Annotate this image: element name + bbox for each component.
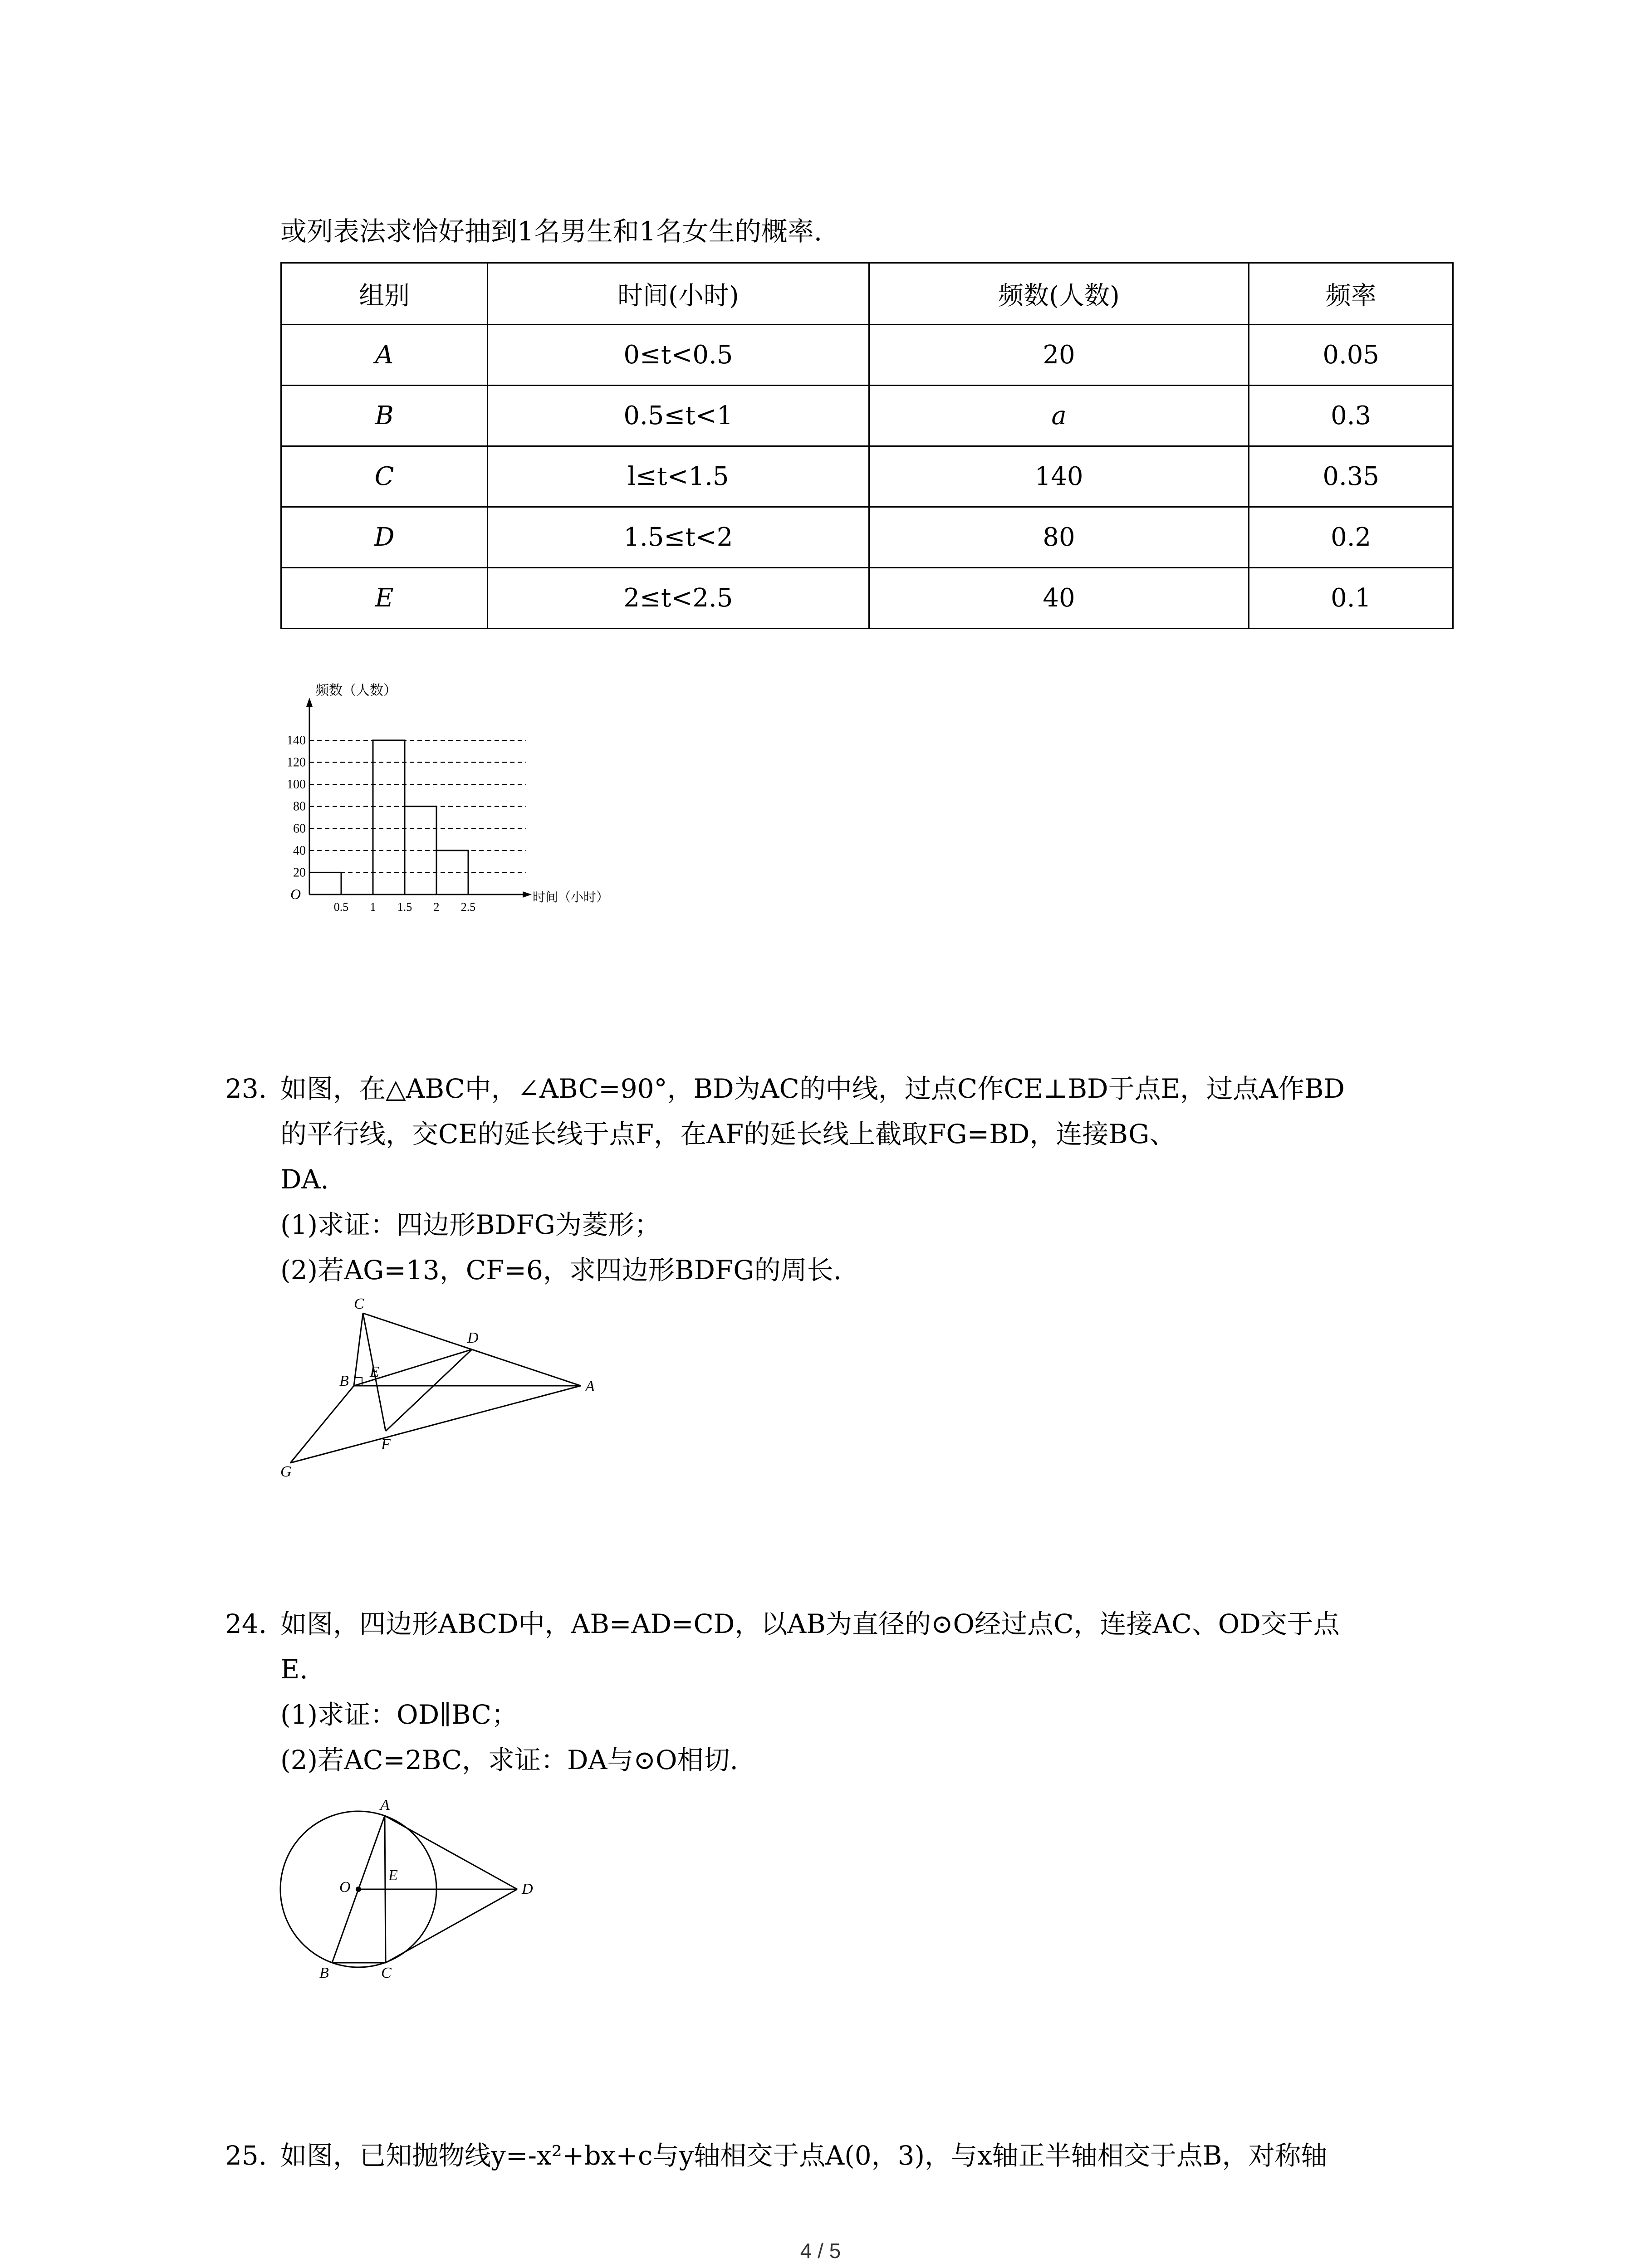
segment-cb — [354, 1313, 363, 1386]
page-number: 4 / 5 — [800, 2239, 841, 2263]
x-axis-label: 时间（小时） — [533, 890, 609, 904]
cell-group: C — [281, 446, 488, 507]
segment-ad — [385, 1816, 517, 1889]
cell-time: l≤t<1.5 — [488, 446, 869, 507]
q23-part1: (1)求证：四边形BDFG为菱形； — [280, 1209, 661, 1240]
q23-line1: 如图，在△ABC中，∠ABC=90°，BD为AC的中线，过点C作CE⊥BD于点E，过点A作BD — [280, 1073, 1345, 1104]
table-row — [281, 507, 1453, 568]
q23-number: 23. — [225, 1073, 267, 1104]
q24-figure — [272, 1785, 563, 1998]
label-b: B — [319, 1965, 329, 1981]
cell-count: a — [869, 386, 1249, 446]
y-tick-label: 100 — [287, 777, 306, 792]
header-group: 组别 — [281, 263, 488, 325]
y-tick-label: 40 — [293, 843, 306, 858]
cell-count: 20 — [869, 325, 1249, 386]
q24-number: 24. — [225, 1608, 267, 1639]
y-tick-label: 120 — [287, 755, 306, 770]
label-a: A — [380, 1797, 390, 1813]
label-e: E — [388, 1867, 398, 1884]
label-g: G — [280, 1463, 292, 1480]
q24-part1: (1)求证：OD∥BC； — [280, 1699, 518, 1730]
frequency-histogram — [272, 676, 635, 921]
label-c: C — [381, 1965, 392, 1981]
cell-group: A — [281, 325, 488, 386]
label-a: A — [585, 1378, 595, 1395]
table-row — [281, 446, 1453, 507]
segment-cd — [386, 1889, 517, 1963]
segment-af — [290, 1386, 581, 1463]
x-tick-label: 2.5 — [460, 900, 476, 914]
label-o: O — [339, 1879, 351, 1896]
x-tick-label: 0.5 — [333, 900, 349, 914]
q24-part2: (2)若AC=2BC，求证：DA与⊙O相切. — [280, 1745, 738, 1775]
cell-time: 2≤t<2.5 — [488, 568, 869, 629]
header-frequency-rate: 频率 — [1249, 263, 1453, 325]
q23-line2: 的平行线，交CE的延长线于点F，在AF的延长线上截取FG=BD，连接BG、 — [280, 1119, 1176, 1149]
label-e: E — [370, 1364, 379, 1380]
cell-group: D — [281, 507, 488, 568]
x-tick-label: 2 — [433, 900, 440, 914]
cell-count: 40 — [869, 568, 1249, 629]
y-tick-label: 60 — [293, 821, 306, 836]
x-tick-label: 1 — [370, 900, 376, 914]
table-header-row — [281, 263, 1453, 325]
q23-part2: (2)若AG=13，CF=6，求四边形BDFG的周长. — [280, 1255, 842, 1286]
origin-label: O — [290, 886, 301, 902]
q24-line2: E. — [280, 1654, 308, 1685]
table-row — [281, 325, 1453, 386]
y-axis-arrow — [306, 698, 313, 707]
cell-time: 0.5≤t<1 — [488, 386, 869, 446]
cell-group: E — [281, 568, 488, 629]
q23-figure — [272, 1295, 608, 1486]
cell-rate: 0.05 — [1249, 325, 1453, 386]
label-d: D — [522, 1881, 533, 1897]
y-tick-label: 80 — [293, 799, 306, 814]
histogram-bar — [373, 740, 405, 894]
q25-number: 25. — [225, 2140, 267, 2171]
segment-bg — [290, 1386, 354, 1463]
header-frequency-count: 频数(人数) — [869, 263, 1249, 325]
frequency-table — [280, 262, 1454, 629]
q23-line3: DA. — [280, 1164, 329, 1195]
center-point — [356, 1887, 361, 1892]
cell-time: 1.5≤t<2 — [488, 507, 869, 568]
cell-rate: 0.1 — [1249, 568, 1453, 629]
label-f: F — [381, 1436, 391, 1453]
label-d: D — [467, 1330, 479, 1346]
q22-tail-text: 或列表法求恰好抽到1名男生和1名女生的概率. — [280, 216, 823, 247]
cell-rate: 0.3 — [1249, 386, 1453, 446]
cell-group: B — [281, 386, 488, 446]
table-row — [281, 568, 1453, 629]
y-tick-label: 140 — [287, 733, 306, 748]
x-axis-arrow — [523, 891, 532, 898]
q25-line1: 如图，已知抛物线y=-x²+bx+c与y轴相交于点A(0，3)，与x轴正半轴相交于点B，对称轴 — [280, 2140, 1327, 2171]
cell-rate: 0.35 — [1249, 446, 1453, 507]
header-time: 时间(小时) — [488, 263, 869, 325]
cell-time: 0≤t<0.5 — [488, 325, 869, 386]
q24-line1: 如图，四边形ABCD中，AB=AD=CD，以AB为直径的⊙O经过点C，连接AC、OD交于点 — [280, 1608, 1340, 1639]
label-b: B — [339, 1373, 349, 1389]
y-tick-label: 20 — [293, 865, 306, 880]
cell-rate: 0.2 — [1249, 507, 1453, 568]
cell-count: 80 — [869, 507, 1249, 568]
table-row — [281, 386, 1453, 446]
y-axis-label: 频数（人数） — [315, 683, 397, 699]
histogram-bar — [309, 872, 341, 894]
x-tick-label: 1.5 — [397, 900, 412, 914]
cell-count: 140 — [869, 446, 1249, 507]
segment-df — [386, 1349, 472, 1431]
label-c: C — [354, 1295, 364, 1312]
